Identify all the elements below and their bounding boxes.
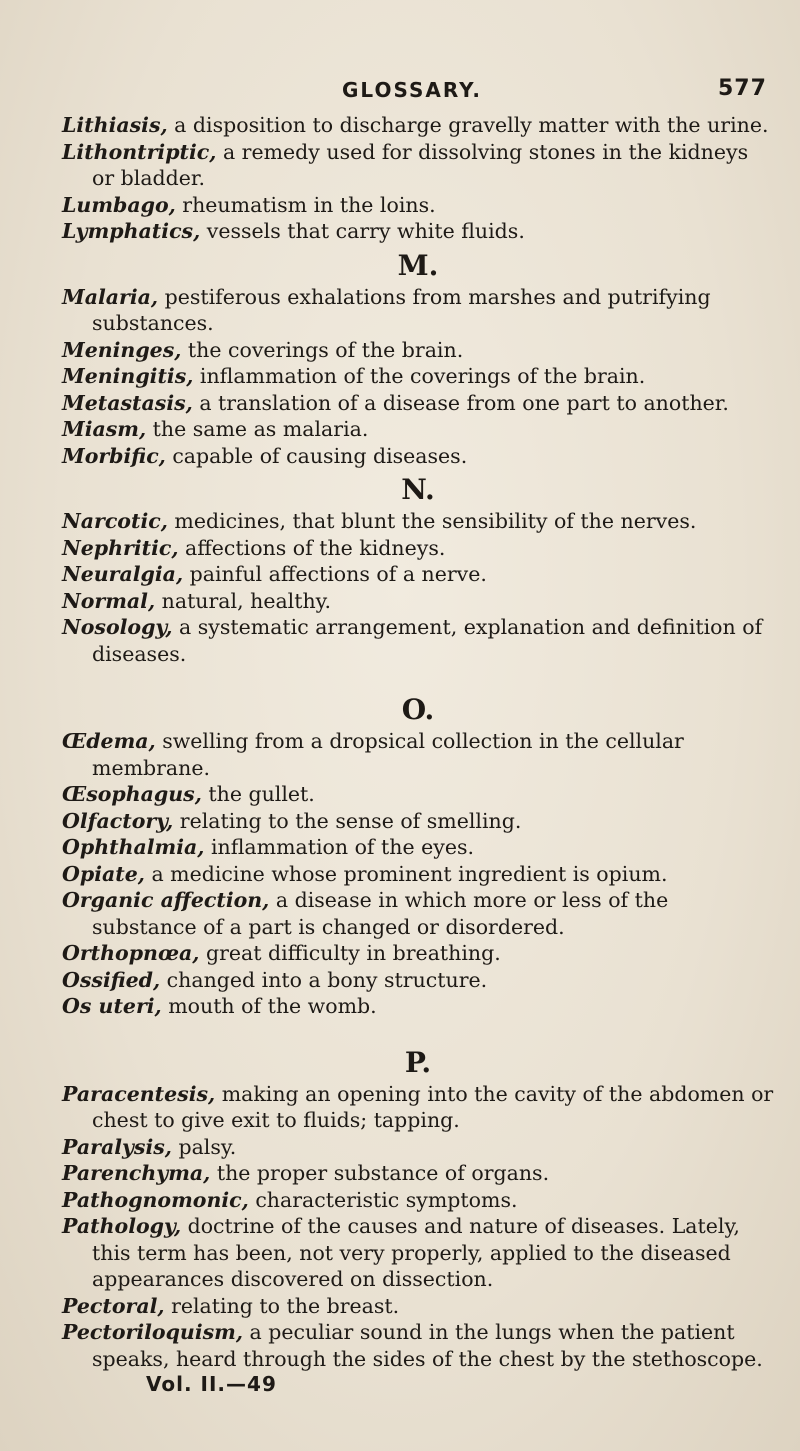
entry-term: Nosology,: [62, 615, 173, 639]
entry-term: Lumbago,: [62, 192, 176, 217]
entry-definition: the gullet.: [201, 782, 315, 806]
entry-term: Ossified,: [62, 967, 161, 992]
entry-term: Paracentesis,: [62, 1081, 216, 1106]
entry-term: Pathology,: [62, 1214, 182, 1238]
entry-term: Pectoriloquism,: [62, 1320, 243, 1344]
section-letter: O.: [401, 693, 435, 726]
entry-term: Orthopnœa,: [62, 941, 200, 965]
glossary-entry: [62, 781, 774, 808]
entry-term: Miasm,: [62, 417, 147, 441]
entry-definition: palsy.: [171, 1134, 237, 1159]
running-head: [0, 78, 800, 108]
entry-definition: great difficulty in breathing.: [199, 941, 501, 965]
entry-definition: changed into a bony structure.: [160, 967, 488, 992]
entry-definition: the same as malaria.: [146, 417, 369, 441]
entry-definition: pestiferous exhalations from marshes and putrifying substances.: [92, 284, 711, 335]
running-title: GLOSSARY.: [342, 78, 482, 102]
entry-term: Neuralgia,: [62, 562, 184, 586]
entry-definition: relating to the breast.: [164, 1293, 400, 1318]
glossary-entry: [62, 1160, 774, 1187]
entry-term: Meninges,: [62, 337, 182, 362]
entry-definition: painful affections of a nerve.: [183, 562, 487, 586]
entry-definition: characteristic symptoms.: [248, 1187, 518, 1212]
entry-definition: mouth of the womb.: [161, 994, 377, 1018]
glossary-entry: [62, 1134, 774, 1161]
entry-term: Œdema,: [62, 729, 156, 753]
entry-term: Paralysis,: [62, 1134, 172, 1159]
glossary-entry: [62, 508, 774, 535]
entry-term: Normal,: [62, 588, 156, 613]
glossary-entry: [62, 192, 774, 219]
entry-definition: inflammation of the coverings of the brain.: [193, 364, 646, 388]
glossary-entry: [62, 390, 774, 417]
entry-definition: inflammation of the eyes.: [204, 835, 474, 859]
glossary-entry: [62, 967, 774, 994]
glossary-entry: [62, 861, 774, 888]
entry-definition: vessels that carry white fluids.: [200, 219, 525, 243]
entry-term: Pathognomonic,: [62, 1187, 249, 1212]
page-number: 577: [718, 76, 767, 101]
entry-definition: making an opening into the cavity of the abdomen or chest to give exit to fluids; tapping.: [92, 1081, 774, 1132]
entry-definition: a medicine whose prominent ingredient is opium.: [144, 861, 668, 886]
glossary-entry: [62, 728, 774, 781]
entry-term: Ophthalmia,: [62, 835, 205, 859]
entry-term: Nephritic,: [62, 535, 179, 560]
glossary-entry: [62, 112, 774, 139]
glossary-entry: [62, 535, 774, 562]
glossary-entry: [62, 1081, 774, 1134]
glossary-entry: [62, 588, 774, 615]
glossary-entry: [62, 416, 774, 443]
entry-definition: affections of the kidneys.: [178, 535, 446, 560]
entry-definition: the proper substance of organs.: [210, 1161, 550, 1185]
entry-term: Meningitis,: [62, 364, 194, 388]
entry-term: Narcotic,: [62, 509, 168, 533]
section-letter: P.: [404, 1045, 432, 1079]
glossary-entry: [62, 993, 774, 1020]
entry-definition: a peculiar sound in the lungs when the patient speaks, heard through the sides of the chest by the stethoscope.: [92, 1320, 763, 1371]
entry-definition: medicines, that blunt the sensibility of the nerves.: [167, 509, 697, 533]
glossary-entry: [62, 139, 774, 192]
glossary-entry: [62, 363, 774, 390]
entry-definition: the coverings of the brain.: [181, 337, 464, 362]
glossary-entry: [62, 1187, 774, 1214]
entry-term: Organic affection,: [62, 888, 270, 912]
glossary-entry: [62, 887, 774, 940]
entry-definition: swelling from a dropsical collection in the cellular membrane.: [92, 729, 684, 780]
section-letter: N.: [401, 473, 435, 506]
glossary-entry: [62, 561, 774, 588]
glossary-entry: [62, 1319, 774, 1372]
glossary-entry: [62, 337, 774, 364]
entry-definition: a disposition to discharge gravelly matter with the urine.: [167, 113, 769, 137]
entry-term: Œsophagus,: [62, 782, 202, 806]
entry-definition: a systematic arrangement, explanation and definition of diseases.: [92, 615, 763, 666]
entry-term: Lithontriptic,: [62, 139, 217, 164]
glossary-entry: [62, 1213, 774, 1293]
entry-term: Malaria,: [62, 284, 159, 309]
glossary-entry: [62, 218, 774, 245]
entry-term: Lymphatics,: [62, 219, 201, 243]
entry-definition: rheumatism in the loins.: [175, 192, 436, 217]
glossary-entry: [62, 614, 774, 667]
entry-term: Olfactory,: [62, 808, 174, 833]
glossary-body: [62, 112, 774, 1396]
entry-term: Opiate,: [62, 861, 145, 886]
glossary-entry: [62, 834, 774, 861]
entry-term: Pectoral,: [62, 1293, 165, 1318]
entry-term: Morbific,: [62, 443, 166, 468]
entry-definition: a translation of a disease from one part to another.: [192, 390, 729, 415]
glossary-entry: [62, 808, 774, 835]
volume-signature: Vol. II.—49: [146, 1372, 277, 1396]
entry-definition: a disease in which more or less of the substance of a part is changed or disordered.: [92, 888, 669, 939]
entry-definition: a remedy used for dissolving stones in the kidneys or bladder.: [92, 139, 749, 190]
entry-term: Parenchyma,: [62, 1161, 211, 1185]
glossary-entry: [62, 443, 774, 470]
entry-definition: doctrine of the causes and nature of diseases. Lately, this term has been, not very properly, applied to the diseased appearances discovered on dissection.: [92, 1214, 740, 1291]
glossary-entry: [62, 1293, 774, 1320]
entry-definition: capable of causing diseases.: [165, 443, 468, 468]
entry-term: Lithiasis,: [62, 113, 168, 137]
entry-definition: natural, healthy.: [155, 588, 332, 613]
entry-term: Metastasis,: [62, 390, 193, 415]
glossary-entry: [62, 284, 774, 337]
glossary-entry: [62, 940, 774, 967]
entry-definition: relating to the sense of smelling.: [173, 808, 522, 833]
section-letter: M.: [397, 248, 439, 282]
entry-term: Os uteri,: [62, 994, 162, 1018]
